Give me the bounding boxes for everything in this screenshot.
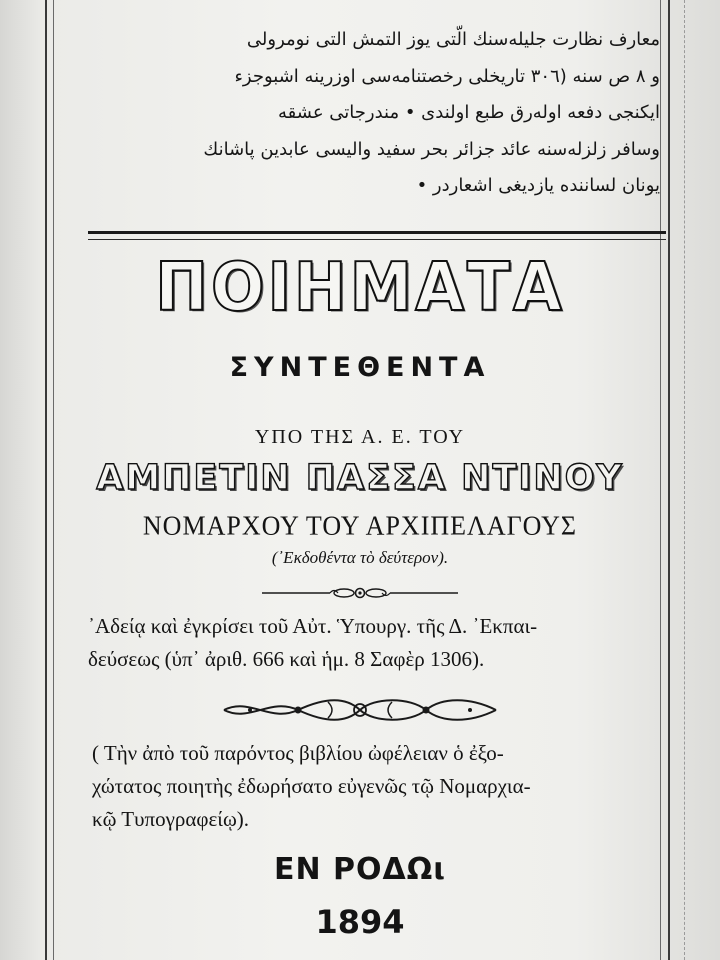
dedication-note bbox=[92, 737, 662, 836]
book-subtitle: ΣΥΝΤΕΘΕΝΤΑ bbox=[229, 352, 491, 383]
ornament-divider-upper bbox=[0, 585, 720, 601]
ottoman-line: ايكنجى دفعه اوله‌رق طبع اولندى • مندرجاتى عشقه bbox=[278, 102, 660, 123]
ottoman-license-header bbox=[70, 22, 660, 205]
header-divider-thin bbox=[88, 239, 666, 240]
header-divider-thick bbox=[88, 231, 666, 234]
dedication-line: ( Τὴν ἀπὸ τοῦ παρόντος βιβλίου ὠφέλειαν ὁ ἐξο- bbox=[92, 741, 504, 765]
ottoman-line: وسافر زلزله‌سنه عائد جزائر بحر سفيد واليسى عابدين پاشانك bbox=[203, 138, 660, 160]
permission-line: δεύσεως (ὑπ᾿ ἀριθ. 666 καὶ ἡμ. 8 Σαφὲρ 1306). bbox=[88, 647, 485, 671]
author-name: ΑΜΠΕΤΙΝ ΠΑΣΣΑ ΝΤΙΝΟΥ bbox=[96, 458, 624, 498]
imprint-year: 1894 bbox=[315, 903, 405, 941]
by-line: ΥΠΟ ΤΗΣ Α. Ε. ΤΟΥ bbox=[254, 426, 466, 448]
dedication-line: κῷ Τυπογραφείῳ). bbox=[92, 807, 250, 831]
dedication-line: χώτατος ποιητὴς ἐδωρήσατο εὐγενῶς τῷ Νομαρχια- bbox=[92, 774, 531, 798]
permission-note bbox=[88, 610, 648, 676]
author-office: ΝΟΜΑΡΧΟΥ ΤΟΥ ΑΡΧΙΠΕΛΑΓΟΥΣ bbox=[142, 510, 578, 541]
ornament-divider-lower bbox=[0, 693, 720, 727]
ottoman-line: و ٨ ص سنه (٣٠٦ تاريخلى رخصتنامه‌سى اوزرينه اشبوجزء bbox=[234, 65, 660, 87]
book-title: ΠΟΙΗΜΑΤΑ bbox=[155, 248, 565, 326]
edition-note: (᾿Εκδοθέντα τὸ δεύτερον). bbox=[271, 548, 449, 567]
permission-line: ᾿Αδείᾳ καὶ ἐγκρίσει τοῦ Αὐτ. Ὑπουργ. τῆς Δ. ᾿Εκπαι- bbox=[88, 614, 538, 638]
ottoman-line: يونان لساننده يازديغى اشعاردر • bbox=[416, 175, 660, 196]
imprint-place: ΕΝ ΡΟΔΩι bbox=[274, 852, 446, 887]
ottoman-line: معارف نظارت جليله‌سنك الّتى يوز التمش التى نومرولى bbox=[246, 29, 660, 50]
